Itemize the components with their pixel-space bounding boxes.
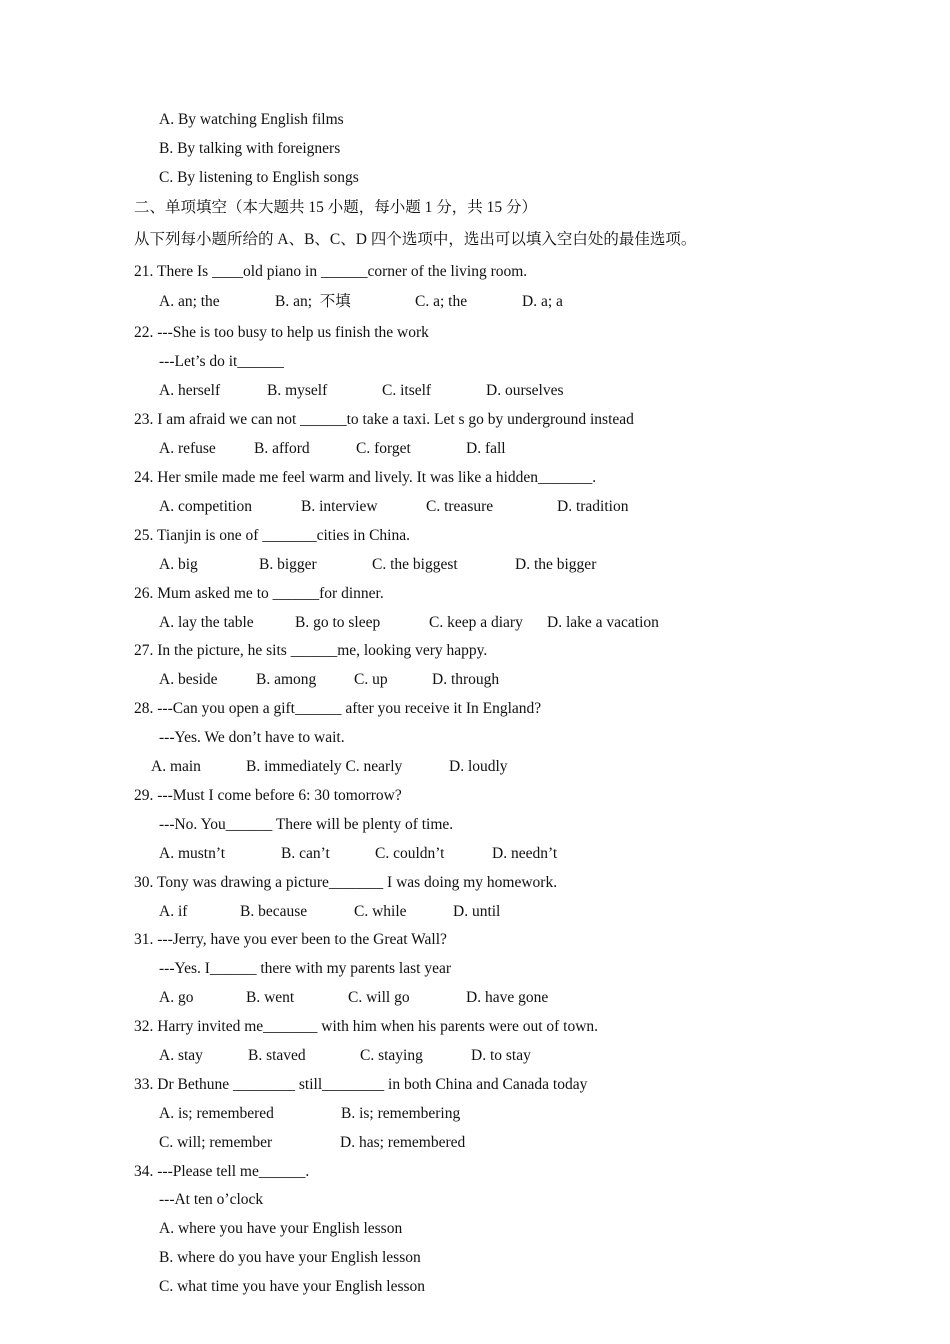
option: B. is; remembering [341,1105,461,1122]
option: C. while [354,903,407,920]
option: C. what time you have your English lesson [159,1278,426,1295]
option: B. where do you have your English lesson [159,1249,421,1266]
option: B. among [256,671,317,688]
option: B. afford [254,440,310,457]
question-dialog: ---At ten o’clock [159,1191,264,1208]
prev-option-c: C. By listening to English songs [159,169,359,186]
option: A. mustn’t [159,845,226,862]
question-stem: 25. Tianjin is one of _______cities in China. [134,527,410,544]
option: A. competition [159,498,252,515]
option: D. through [432,671,500,688]
option: D. loudly [449,758,508,775]
section-title: 二、单项填空（本大题共 15 小题，每小题 1 分，共 15 分） [134,199,538,216]
option: B. staved [248,1047,306,1064]
option: C. forget [356,440,411,457]
option: B. immediately C. nearly [246,758,403,775]
option: D. has; remembered [340,1134,466,1151]
option: D. a; a [522,293,563,310]
option: A. if [159,903,188,920]
question-stem: 28. ---Can you open a gift______ after you receive it In England? [134,700,542,717]
option: A. is; remembered [159,1105,274,1122]
option: C. will; remember [159,1134,273,1151]
question-stem: 22. ---She is too busy to help us finish the work [134,324,429,341]
option: C. keep a diary [429,614,523,631]
option: C. couldn’t [375,845,445,862]
option: B. myself [267,382,328,399]
question-stem: 29. ---Must I come before 6: 30 tomorrow? [134,787,402,804]
question-stem: 33. Dr Bethune ________ still________ in both China and Canada today [134,1076,588,1093]
prev-option-b: B. By talking with foreigners [159,140,341,157]
option: B. bigger [259,556,317,573]
question-stem: 30. Tony was drawing a picture_______ I was doing my homework. [134,874,558,891]
option: C. will go [348,989,410,1006]
option: D. fall [466,440,506,457]
prev-option-a: A. By watching English films [159,111,344,128]
question-stem: 34. ---Please tell me______. [134,1163,310,1180]
option: B. went [246,989,295,1006]
option: A. where you have your English lesson [159,1220,403,1237]
option: C. the biggest [372,556,458,573]
question-stem: 21. There Is ____old piano in ______corner of the living room. [134,263,528,280]
option: B. go to sleep [295,614,381,631]
option: A. beside [159,671,218,688]
option: A. lay the table [159,614,254,631]
question-stem: 31. ---Jerry, have you ever been to the Great Wall? [134,931,447,948]
option: C. up [354,671,388,688]
option: B. an; 不填 [275,293,351,310]
option: D. to stay [471,1047,531,1064]
option: D. needn’t [492,845,558,862]
question-dialog: ---No. You______ There will be plenty of time. [159,816,454,833]
question-dialog: ---Yes. I______ there with my parents last year [159,960,451,977]
option: D. have gone [466,989,549,1006]
question-stem: 23. I am afraid we can not ______to take a taxi. Let s go by underground instead [134,411,634,428]
option: C. staying [360,1047,423,1064]
question-stem: 27. In the picture, he sits ______me, looking very happy. [134,642,488,659]
option: D. ourselves [486,382,564,399]
option: A. go [159,989,194,1006]
option: D. lake a vacation [547,614,659,631]
question-dialog: ---Yes. We don’t have to wait. [159,729,345,746]
option: B. can’t [281,845,330,862]
option: D. tradition [557,498,629,515]
option: D. until [453,903,501,920]
option: C. treasure [426,498,494,515]
question-stem: 24. Her smile made me feel warm and lively. It was like a hidden_______. [134,469,597,486]
option: B. interview [301,498,378,515]
option: C. itself [382,382,432,399]
option: D. the bigger [515,556,597,573]
option: A. an; the [159,293,220,310]
option: A. stay [159,1047,203,1064]
question-stem: 32. Harry invited me_______ with him when his parents were out of town. [134,1018,599,1035]
question-dialog: ---Let’s do it______ [159,353,284,370]
question-stem: 26. Mum asked me to ______for dinner. [134,585,384,602]
option: B. because [240,903,308,920]
option: A. refuse [159,440,216,457]
option: A. main [151,758,201,775]
section-instruction: 从下列每小题所给的 A、B、C、D 四个选项中，选出可以填入空白处的最佳选项。 [134,231,697,248]
option: A. herself [159,382,221,399]
option: C. a; the [415,293,468,310]
option: A. big [159,556,198,573]
